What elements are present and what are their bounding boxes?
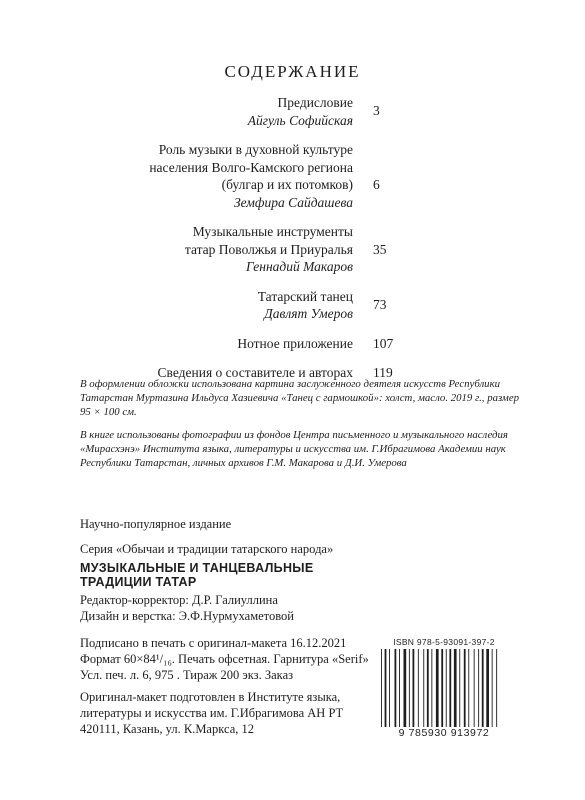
toc-entry-text (80, 335, 353, 353)
edition-type: Научно-популярное издание (80, 517, 232, 531)
toc-entry (80, 223, 500, 276)
barcode-bar (496, 649, 497, 733)
toc-entry-text (80, 288, 353, 323)
barcode-bar (474, 649, 475, 727)
barcode-bar (454, 649, 457, 727)
toc-entry-author: Геннадий Макаров (245, 259, 353, 274)
barcode-bar (385, 649, 387, 733)
barcode-bar (418, 649, 419, 727)
toc-entry-line: Татарский танец (257, 288, 353, 304)
barcode-bar (449, 649, 451, 727)
barcode-bar (404, 649, 407, 727)
barcode-bar (478, 649, 479, 727)
barcode-bar (446, 649, 447, 727)
designer: Дизайн и верстка: Э.Ф.Нурмухаметовой (80, 609, 294, 623)
imprint (80, 516, 370, 737)
toc-entry-text (80, 141, 353, 211)
toc-entry (80, 288, 500, 323)
barcode-bar (395, 649, 397, 727)
toc-entry-page: 119 (373, 365, 393, 380)
toc-entry-line: Предисловие (277, 95, 353, 110)
barcode-bar (409, 649, 410, 727)
notes (80, 378, 520, 481)
toc-entry-line: (булгар и их потомков) (221, 177, 353, 192)
toc-entry-line: Нотное приложение (237, 335, 353, 351)
barcode-bar (423, 649, 424, 727)
barcode-bar (399, 649, 400, 727)
barcode-bar (389, 649, 390, 727)
barcode-bar (413, 649, 415, 727)
toc-entry-author: Давлят Умеров (264, 306, 353, 321)
org-line: литературы и искусства им. Г.Ибрагимова АН РТ (80, 706, 344, 720)
sheets-line: Усл. печ. л. 6, 975 . Тираж 200 экз. Заказ (80, 668, 294, 682)
signed-line: Подписано в печать с оригинал-макета 16.12.2021 (80, 636, 347, 650)
toc-entry-text (80, 223, 353, 276)
barcode-icon (369, 649, 519, 733)
toc-entry-text (80, 94, 353, 129)
toc-entry-line: Музыкальные инструменты (192, 224, 353, 239)
cover-note: В оформлении обложки использована картина заслуженного деятеля искусств Республики Татарстан Муртазина Ильдуса Хазиевича «Танец с гармошкой»: холст, масло. 2019 г., размер 95 × 100 см. (80, 378, 520, 418)
toc-entry-page: 107 (373, 335, 394, 351)
barcode-digits: 9 785930 913972 (369, 727, 519, 739)
toc-entry-page: 73 (373, 296, 387, 312)
format-line: Формат 60×84¹/₁₆. Печать офсетная. Гарнитура «Serif» (80, 652, 369, 666)
series: Серия «Обычаи и традиции татарского народа» (80, 542, 334, 556)
book-title (80, 561, 370, 589)
book-title-line: МУЗЫКАЛЬНЫЕ И ТАНЦЕВАЛЬНЫЕ (80, 561, 314, 575)
barcode-bar (468, 649, 469, 727)
toc-entry-author: Земфира Сайдашева (233, 194, 353, 210)
barcode-bar (441, 649, 443, 733)
toc-entry (80, 94, 500, 129)
organization-info (80, 689, 370, 737)
org-line: 420111, Казань, ул. К.Маркса, 12 (80, 722, 254, 736)
table-of-contents (80, 94, 500, 394)
barcode-bar (464, 649, 466, 727)
barcode-bar (427, 649, 429, 727)
book-title-line: ТРАДИЦИИ ТАТАР (80, 575, 197, 589)
toc-entry-author: Айгуль Софийская (247, 112, 353, 128)
toc-entry-page: 6 (373, 177, 380, 192)
contents-title: СОДЕРЖАНИЕ (224, 62, 361, 81)
barcode-bar (486, 649, 489, 727)
barcode-bar (436, 649, 439, 727)
publication-info (80, 635, 370, 683)
toc-entry-line: татар Поволжья и Приуралья (184, 241, 353, 257)
barcode-bar (492, 649, 493, 727)
toc-entry-line: Сведения о составителе и авторах (157, 365, 353, 380)
barcode-bar (431, 649, 432, 727)
toc-entry (80, 141, 500, 211)
barcode-bar (381, 649, 382, 733)
org-line: Оригинал-макет подготовлен в Институте языка, (80, 690, 341, 704)
barcode-bar (459, 649, 460, 727)
toc-entry-page: 3 (373, 103, 380, 118)
photo-note: В книге использованы фотографии из фондов Центра письменного и музыкального наследия «Мирасхэнэ» Института языка, литературы и искусства им. Г.Ибрагимова Академии наук Республики Татарстан, личных архивов Г.М. Макарова и Д.И. Умерова (80, 429, 508, 469)
toc-entry-line: населения Волго-Камского региона (149, 159, 353, 175)
editor: Редактор-корректор: Д.Р. Галиуллина (80, 593, 278, 607)
toc-entry-page: 35 (373, 241, 387, 257)
barcode-bar (482, 649, 484, 727)
toc-entry (80, 335, 500, 353)
isbn-label: ISBN 978-5-93091-397-2 (393, 637, 495, 647)
toc-entry-line: Роль музыки в духовной культуре (158, 142, 353, 157)
